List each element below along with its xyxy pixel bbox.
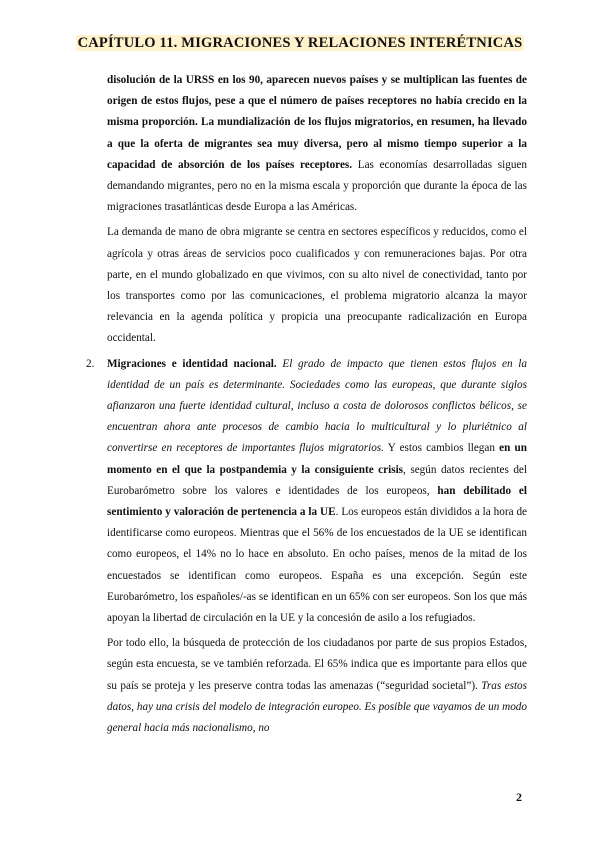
body-text: Por todo ello, la búsqueda de protección de los ciudadanos por parte de sus propios Estados, según esta encuesta, se ve también reforzada. El 65% indica que es importante para ellos que su país se proteja y les preserve contra todas las amenazas (“seguridad societal”). [107, 637, 527, 692]
body-text: , según datos recientes del Eurobarómetro sobre los valores e identidades de los europeos, [107, 463, 527, 497]
bold-text: en un momento en el que la postpandemia y la consiguiente crisis [107, 442, 527, 476]
paragraph-intro [107, 70, 527, 218]
list-item-2 [86, 354, 528, 630]
paragraph-labor-demand [107, 222, 527, 349]
italic-text: El grado de impacto que tienen estos flujos en la identidad de un país es determinante. Sociedades como las europeas, que durante siglos afianzaron una fuerte identidad cultural, incluso a costa de dolorosos conflictos bélicos, se encuentran ahora ante procesos de cambio hacia lo multicultural y lo pluriétnico al convertirse en receptores de importantes flujos migratorios. [107, 357, 527, 455]
list-number: 2. [86, 357, 95, 370]
page-number: 2 [516, 790, 522, 804]
bold-text: disolución de la URSS en los 90, aparecen nuevos países y se multiplican las fuentes de origen de estos flujos, pese a que el número de países receptores no había crecido en la misma proporción. La mundialización de los flujos migratorios, en resumen, ha llevado a que la oferta de migrantes sea muy diversa, pero al mismo tiempo superior a la capacidad de absorción de los países receptores. [107, 74, 527, 171]
chapter-title: CAPÍTULO 11. MIGRACIONES Y RELACIONES INTERÉTNICAS [77, 35, 523, 51]
paragraph-protection [107, 633, 527, 739]
chapter-header [0, 35, 600, 52]
body-text: La demanda de mano de obra migrante se centra en sectores específicos y reducidos, como el agrícola y otras áreas de servicios poco cualificados y con remuneraciones bajas. Por otra parte, en el mundo globalizado en que vivimos, con su alto nivel de conectividad, tanto por los transportes como por las comunicaciones, el problema migratorio alcanza la mayor relevancia en la agenda política y propicia una preocupante radicalización en Europa occidental. [107, 226, 527, 345]
page-body [86, 70, 528, 743]
paragraph-identity [107, 354, 527, 630]
bold-text: han debilitado el sentimiento y valoración de pertenencia a la UE [107, 484, 528, 519]
body-text: Y estos cambios llegan [383, 442, 500, 455]
item-title: Migraciones e identidad nacional. [107, 357, 277, 370]
body-text: . Los europeos están divididos a la hora de identificarse como europeos. Mientras que el 56% de los encuestados de la UE se identifican como europeos, el 14% no lo hace en absoluto. En ocho países, menos de la mitad de los encuestados se identifican como europeos. España es una excepción. Según este Eurobarómetro, los españoles/-as se identifican en un 65% con ser europeos. Son los que más apoyan la libertad de circulación en la UE y la concesión de asilo a los refugiados. [107, 506, 528, 625]
italic-text: Tras estos datos, hay una crisis del modelo de integración europeo. Es posible que vayamos de un modo general hacia más nacionalismo, no [107, 679, 528, 735]
body-text: Las economías desarrolladas siguen demandando migrantes, pero no en la misma escala y proporción que durante la época de las migraciones trasatlánticas desde Europa a las Américas. [107, 158, 527, 214]
